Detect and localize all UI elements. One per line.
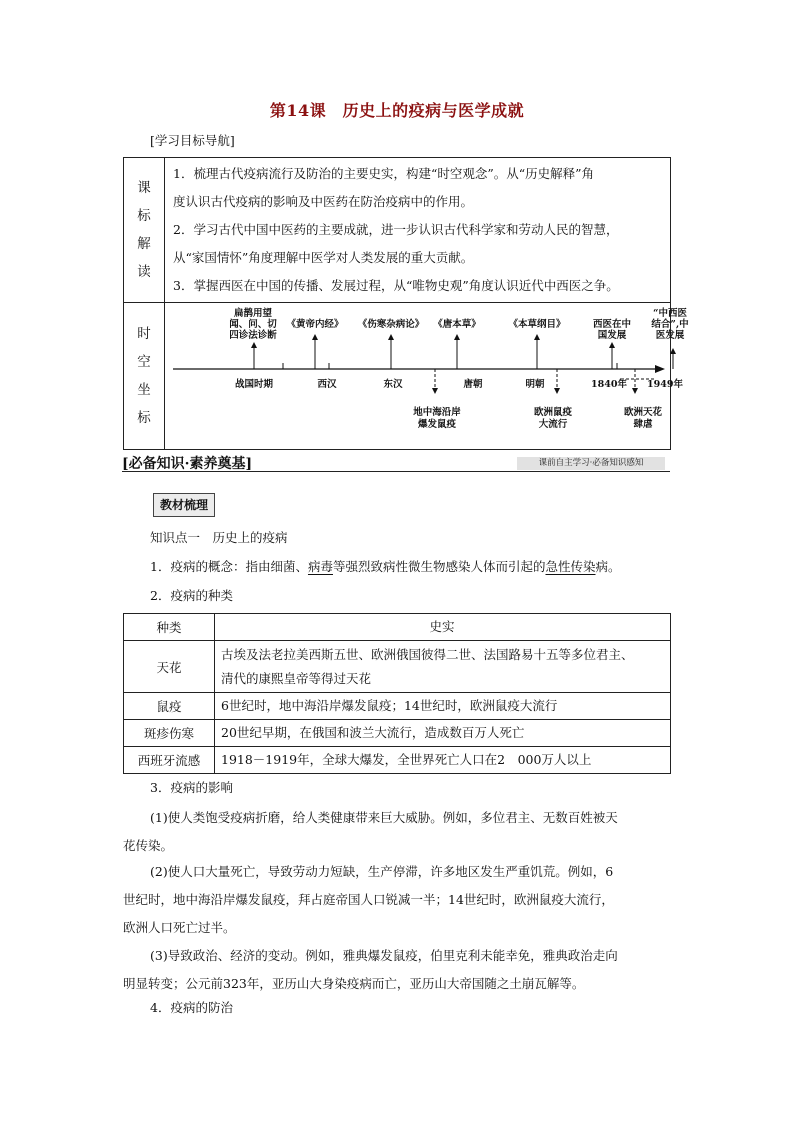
table-cell-type: 斑疹伤寒 [124, 720, 215, 747]
impact-paragraph [123, 858, 671, 942]
table-header: 史实 [215, 614, 671, 641]
tl-top-label: “中西医 [653, 308, 687, 319]
disease-types-table [123, 613, 671, 774]
tl-bottom-label: 爆发鼠疫 [417, 419, 457, 430]
side-char: 标 [137, 208, 151, 224]
prevention-heading: 4．疫病的防治 [150, 1000, 233, 1015]
tl-bottom-label: 欧洲天花 [623, 407, 663, 418]
tl-top-label: 结合”,中 [651, 319, 689, 330]
definition-paragraph [150, 555, 621, 579]
goal-line: 度认识古代疫病的影响及中医药在防治疫病中的作用。 [173, 194, 474, 209]
tl-top-label: 医发展 [655, 330, 685, 341]
tl-axis-label: 战国时期 [234, 379, 274, 390]
tl-top-label: 四诊法诊断 [229, 330, 277, 341]
para-line: (1)使人类饱受疫病折磨，给人类健康带来巨大威胁。例如，多位君主、无数百姓被天 [150, 810, 618, 825]
def-underline: 急性传染 [545, 559, 596, 574]
fact-line: 古埃及法老拉美西斯五世、欧洲俄国彼得二世、法国路易十五等多位君主、 [221, 646, 634, 662]
tl-top-label: 《唐本草》 [433, 319, 481, 330]
fact-line: 清代的康熙皇帝等得过天花 [221, 670, 372, 686]
knowledge-point-heading: 知识点一 历史上的疫病 [150, 530, 288, 545]
table-cell-fact: 20世纪早期，在俄国和波兰大流行，造成数百万人死亡 [215, 720, 671, 747]
tl-top-label: 《伤寒杂病论》 [357, 319, 425, 330]
para-line: (3)导致政治、经济的变动。例如，雅典爆发鼠疫，伯里克利未能幸免，雅典政治走向 [150, 948, 618, 963]
table-cell-type: 西班牙流感 [124, 747, 215, 774]
tl-axis-label: 1949年 [647, 379, 683, 390]
para-line: 世纪时，地中海沿岸爆发鼠疫，拜占庭帝国人口锐减一半；14世纪时，欧洲鼠疫大流行， [123, 892, 614, 907]
impact-paragraph [123, 942, 671, 998]
tl-axis-label: 1840年 [591, 379, 627, 390]
def-text: 病。 [595, 559, 621, 574]
lesson-title: 第14课 历史上的疫病与医学成就 [269, 101, 525, 120]
side-char: 课 [137, 180, 151, 196]
goals-content [165, 158, 671, 303]
side-char: 解 [137, 236, 151, 252]
axis-arrow [655, 365, 665, 373]
side-char: 坐 [137, 382, 151, 398]
para-line: 明显转变；公元前323年，亚历山大身染疫病而亡，亚历山大帝国随之土崩瓦解等。 [123, 976, 585, 991]
goal-line: 1．梳理古代疫病流行及防治的主要史实，构建“时空观念”。从“历史解释”角 [173, 166, 595, 181]
para-line: (2)使人口大量死亡，导致劳动力短缺，生产停滞，许多地区发生严重饥荒。例如，6 [150, 864, 614, 879]
side-char: 标 [137, 410, 151, 426]
tl-bottom-label: 肆虐 [633, 419, 653, 430]
types-heading: 2．疫病的种类 [150, 588, 233, 603]
section-divider [122, 471, 670, 472]
timeline-diagram [165, 303, 689, 449]
section-title: [必备知识·素养奠基] [122, 456, 253, 472]
tl-axis-label: 东汉 [383, 379, 403, 390]
tl-top-label: 扁鹊用望 [233, 308, 273, 319]
tl-axis-label: 明朝 [525, 379, 545, 390]
tl-bottom-label: 欧洲鼠疫 [533, 407, 573, 418]
timeline-cell [165, 303, 689, 450]
goal-line: 3．掌握西医在中国的传播、发展过程，从“唯物史观”角度认识近代中西医之争。 [173, 278, 619, 293]
tl-top-label: 西医在中 [592, 319, 632, 330]
goal-line: 从“家国情怀”角度理解中医学对人类发展的重大贡献。 [173, 250, 474, 265]
tl-top-label: 国发展 [597, 330, 627, 341]
table-cell-type: 鼠疫 [124, 693, 215, 720]
impact-paragraph [123, 804, 671, 860]
def-text: 1．疫病的概念：指由细菌、 [150, 559, 308, 574]
goals-side-label [124, 158, 165, 303]
side-char: 时 [137, 326, 151, 342]
goal-line: 2．学习古代中国中医药的主要成就，进一步认识古代科学家和劳动人民的智慧， [173, 222, 619, 237]
tl-top-label: 《本草纲目》 [508, 319, 566, 330]
side-char: 读 [137, 264, 151, 280]
impact-heading: 3．疫病的影响 [150, 780, 233, 795]
tl-bottom-label: 地中海沿岸 [413, 407, 461, 418]
tl-bottom-label: 大流行 [538, 419, 568, 430]
goals-table [123, 157, 689, 450]
table-header: 种类 [124, 614, 215, 641]
tl-top-label: 闻、问、切 [229, 319, 277, 330]
timeline-side-label [124, 303, 165, 450]
para-line: 欧洲人口死亡过半。 [123, 920, 236, 935]
tl-axis-label: 唐朝 [463, 379, 483, 390]
table-cell-fact: 6世纪时，地中海沿岸爆发鼠疫；14世纪时，欧洲鼠疫大流行 [215, 693, 671, 720]
tl-top-label: 《黄帝内经》 [286, 319, 344, 330]
table-cell-fact: 1918－1919年，全球大爆发，全世界死亡人口在2 000万人以上 [215, 747, 671, 774]
para-line: 花传染。 [123, 838, 174, 853]
table-cell-fact [215, 641, 671, 693]
side-char: 空 [137, 354, 151, 370]
def-text: 等强烈致病性微生物感染人体而引起的 [332, 559, 546, 574]
table-cell-type: 天花 [124, 641, 215, 693]
section-tag: 课前自主学习·必备知识感知 [517, 457, 665, 470]
learning-nav-label: [学习目标导航] [150, 133, 235, 148]
def-underline: 病毒 [307, 559, 333, 574]
material-badge: 教材梳理 [153, 493, 215, 517]
tl-axis-label: 西汉 [317, 379, 337, 390]
